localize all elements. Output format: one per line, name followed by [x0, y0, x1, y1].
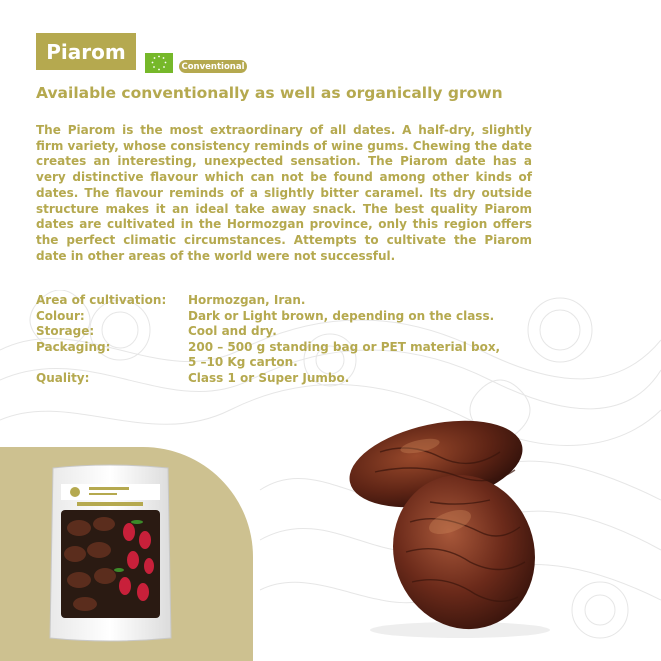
- subtitle: Available conventionally as well as organically grown: [36, 84, 503, 102]
- conventional-badge: Conventional: [179, 60, 247, 73]
- spec-value: Hormozgan, Iran.: [188, 293, 306, 307]
- spec-label: Colour:: [36, 308, 85, 323]
- page-title: Piarom: [46, 39, 126, 64]
- spec-row-packaging-cont: [36, 355, 556, 371]
- eu-organic-leaf-icon: [145, 53, 173, 73]
- title-box: [36, 33, 136, 70]
- spec-list: [36, 293, 556, 387]
- spec-value: Dark or Light brown, depending on the class.: [188, 308, 495, 323]
- spec-value: 5 –10 Kg carton.: [188, 355, 298, 370]
- product-package-image: [49, 462, 172, 644]
- spec-value: Class 1 or Super Jumbo.: [188, 370, 350, 385]
- spec-row-area: [36, 293, 556, 309]
- spec-value: Cool and dry.: [188, 324, 277, 339]
- spec-label: Storage:: [36, 324, 95, 339]
- description: The Piarom is the most extraordinary of all dates. A half-dry, slightly firm variety, whose consistency reminds of wine gums. Chewing the date creates an interesting, unexpected sensation. The Piarom date has a very distinctive flavour which can not be found among other kinds of dates. The flavour reminds of a slightly bitter caramel. Its dry outside structure makes it an ideal take away snack. The best quality Piarom dates are cultivated in the Hormozgan province, only this region offers the perfect climatic circumstances. Attempts to cultivate the Piarom date in other areas of the world were not successful.: [36, 123, 532, 263]
- spec-label: Packaging:: [36, 339, 111, 354]
- spec-row-storage: [36, 324, 556, 340]
- piarom-dates-image: [340, 412, 560, 642]
- spec-row-packaging: [36, 340, 556, 356]
- spec-value: 200 – 500 g standing bag or PET material box,: [188, 339, 501, 354]
- spec-label: Area of cultivation:: [36, 293, 167, 307]
- spec-label: Quality:: [36, 370, 90, 385]
- spec-row-colour: [36, 309, 556, 325]
- spec-row-quality: [36, 371, 556, 387]
- spec-label-empty: [36, 355, 188, 371]
